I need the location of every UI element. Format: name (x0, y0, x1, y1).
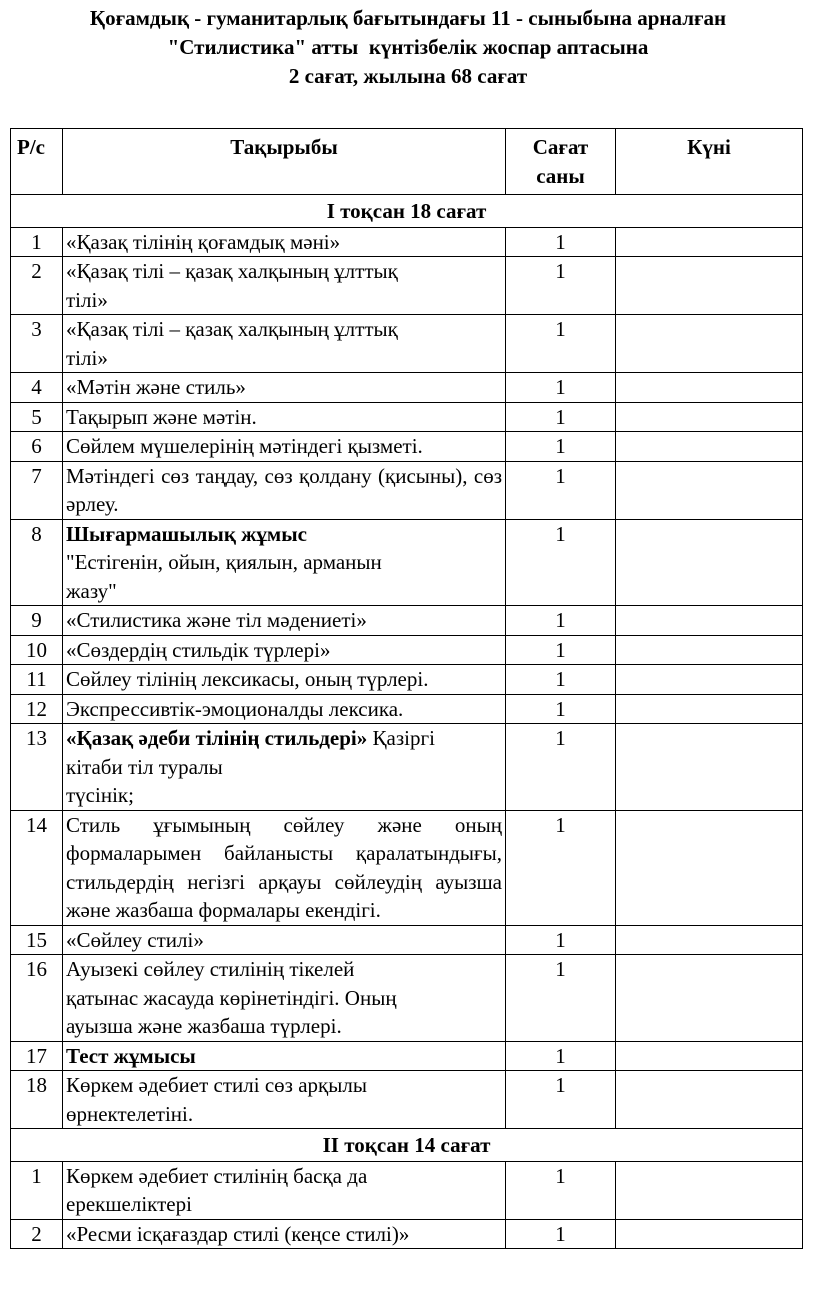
header-line-3: 2 сағат, жылына 68 сағат (288, 64, 528, 88)
row-topic-line: өрнектелетіні. (66, 1101, 194, 1126)
row-number: 10 (11, 635, 63, 665)
row-hours: 1 (506, 373, 616, 403)
table-row (11, 606, 803, 636)
table-row (11, 373, 803, 403)
row-number: 13 (11, 724, 63, 811)
row-number: 1 (11, 1161, 63, 1219)
row-topic: Тест жұмысы (63, 1041, 506, 1071)
row-hours: 1 (506, 1071, 616, 1129)
row-hours: 1 (506, 925, 616, 955)
row-date (616, 315, 803, 373)
row-topic: Мәтіндегі сөз таңдау, сөз қолдану (қисыны), сөз әрлеу. (63, 461, 506, 519)
row-date (616, 1071, 803, 1129)
row-number: 2 (11, 257, 63, 315)
header-line-1: Қоғамдық - гуманитарлық бағытындағы 11 - сыныбына арналған (89, 6, 727, 30)
row-topic-line: «Қазақ тілі – қазақ халқының ұлттық (66, 259, 398, 283)
row-hours: 1 (506, 810, 616, 925)
row-topic-line: тілі» (66, 345, 108, 370)
column-header-hours-line-1: Сағат (532, 135, 589, 159)
column-header-hours-line-2: саны (536, 163, 585, 188)
table-header-row (11, 129, 803, 195)
row-date (616, 257, 803, 315)
row-topic (63, 315, 506, 373)
row-topic-bold: Шығармашылық жұмыс (66, 521, 307, 546)
table-row (11, 810, 803, 925)
row-topic-bold: «Қазақ әдеби тілінің стильдері» (66, 726, 368, 750)
table-row (11, 519, 803, 606)
row-date (616, 432, 803, 462)
row-topic-line: түсінік; (66, 783, 134, 807)
calendar-plan-table (10, 128, 803, 1249)
row-topic-line: Көркем әдебиет стилі сөз арқылы (66, 1073, 367, 1097)
column-header-num: Р/с (11, 129, 63, 195)
row-number: 3 (11, 315, 63, 373)
row-date (616, 1219, 803, 1249)
row-date (616, 635, 803, 665)
row-topic: Тақырып және мәтін. (63, 402, 506, 432)
row-topic: «Мәтін және стиль» (63, 373, 506, 403)
quarter-heading: I тоқсан 18 сағат (11, 195, 803, 228)
row-hours: 1 (506, 227, 616, 257)
table-row (11, 1041, 803, 1071)
row-topic: Экспрессивтік-эмоционалды лексика. (63, 694, 506, 724)
row-number: 7 (11, 461, 63, 519)
row-topic-line: "Естігенін, ойын, қиялын, арманын (66, 550, 382, 574)
row-hours: 1 (506, 461, 616, 519)
row-number: 8 (11, 519, 63, 606)
table-row (11, 1071, 803, 1129)
row-topic: «Қазақ тілінің қоғамдық мәні» (63, 227, 506, 257)
row-topic-line: кітаби тіл туралы (66, 754, 223, 779)
row-number: 5 (11, 402, 63, 432)
table-row (11, 955, 803, 1042)
row-topic: «Сөйлеу стилі» (63, 925, 506, 955)
row-hours: 1 (506, 955, 616, 1042)
row-number: 16 (11, 955, 63, 1042)
table-row (11, 432, 803, 462)
table-row (11, 227, 803, 257)
row-hours: 1 (506, 402, 616, 432)
row-topic (63, 955, 506, 1042)
table-row (11, 1161, 803, 1219)
row-date (616, 1161, 803, 1219)
row-date (616, 694, 803, 724)
row-topic: Стиль ұғымының сөйлеу және оның формаларымен байланысты қаралатындығы, стильдердің негізгі арқауы сөйлеудің ауызша және жазбаша формалары екендігі. (63, 810, 506, 925)
row-topic-line: Көркем әдебиет стилінің басқа да (66, 1163, 368, 1188)
row-hours: 1 (506, 1161, 616, 1219)
row-date (616, 402, 803, 432)
row-date (616, 606, 803, 636)
row-number: 18 (11, 1071, 63, 1129)
row-hours: 1 (506, 1219, 616, 1249)
row-topic (63, 724, 506, 811)
table-row (11, 257, 803, 315)
row-number: 6 (11, 432, 63, 462)
row-number: 2 (11, 1219, 63, 1249)
row-topic-line: Қазіргі (367, 726, 435, 750)
row-topic-line: ауызша және жазбаша түрлері. (66, 1014, 342, 1038)
row-topic-line: ерекшеліктері (66, 1192, 192, 1216)
row-topic-line: тілі» (66, 287, 108, 312)
row-topic: «Сөздердің стильдік түрлері» (63, 635, 506, 665)
row-number: 1 (11, 227, 63, 257)
row-date (616, 665, 803, 695)
table-row (11, 1219, 803, 1249)
row-topic: Сөйлеу тілінің лексикасы, оның түрлері. (63, 665, 506, 695)
row-hours: 1 (506, 694, 616, 724)
row-number: 11 (11, 665, 63, 695)
table-row (11, 315, 803, 373)
row-date (616, 227, 803, 257)
table-row (11, 694, 803, 724)
row-date (616, 519, 803, 606)
row-hours: 1 (506, 724, 616, 811)
row-date (616, 955, 803, 1042)
row-number: 4 (11, 373, 63, 403)
row-date (616, 1041, 803, 1071)
column-header-topic: Тақырыбы (63, 129, 506, 195)
row-number: 14 (11, 810, 63, 925)
header-line-2: "Стилистика" атты күнтізбелік жоспар аптасына (167, 35, 649, 59)
quarter-heading-row (11, 195, 803, 228)
quarter-heading: II тоқсан 14 сағат (11, 1129, 803, 1162)
table-row (11, 461, 803, 519)
row-topic-line: қатынас жасауда көрінетіндігі. Оның (66, 985, 397, 1010)
row-date (616, 461, 803, 519)
row-topic (63, 519, 506, 606)
row-topic-line: жазу" (66, 578, 117, 603)
row-topic-line: Ауызекі сөйлеу стилінің тікелей (66, 957, 355, 981)
table-row (11, 635, 803, 665)
row-topic (63, 1161, 506, 1219)
row-hours: 1 (506, 257, 616, 315)
page-header (0, 4, 816, 91)
row-date (616, 724, 803, 811)
row-topic (63, 1071, 506, 1129)
row-hours: 1 (506, 635, 616, 665)
row-hours: 1 (506, 1041, 616, 1071)
row-hours: 1 (506, 606, 616, 636)
row-number: 9 (11, 606, 63, 636)
row-date (616, 925, 803, 955)
column-header-date: Күні (616, 129, 803, 195)
row-topic: «Стилистика және тіл мәдениеті» (63, 606, 506, 636)
row-topic (63, 257, 506, 315)
row-hours: 1 (506, 519, 616, 606)
row-topic-line: «Қазақ тілі – қазақ халқының ұлттық (66, 317, 398, 341)
table-row (11, 665, 803, 695)
table-row (11, 724, 803, 811)
row-hours: 1 (506, 665, 616, 695)
column-header-hours (506, 129, 616, 195)
row-number: 15 (11, 925, 63, 955)
row-date (616, 373, 803, 403)
row-number: 12 (11, 694, 63, 724)
row-date (616, 810, 803, 925)
row-topic: Сөйлем мүшелерінің мәтіндегі қызметі. (63, 432, 506, 462)
quarter-heading-row (11, 1129, 803, 1162)
row-hours: 1 (506, 315, 616, 373)
row-number: 17 (11, 1041, 63, 1071)
table-row (11, 402, 803, 432)
row-hours: 1 (506, 432, 616, 462)
table-row (11, 925, 803, 955)
row-topic: «Ресми ісқағаздар стилі (кеңсе стилі)» (63, 1219, 506, 1249)
